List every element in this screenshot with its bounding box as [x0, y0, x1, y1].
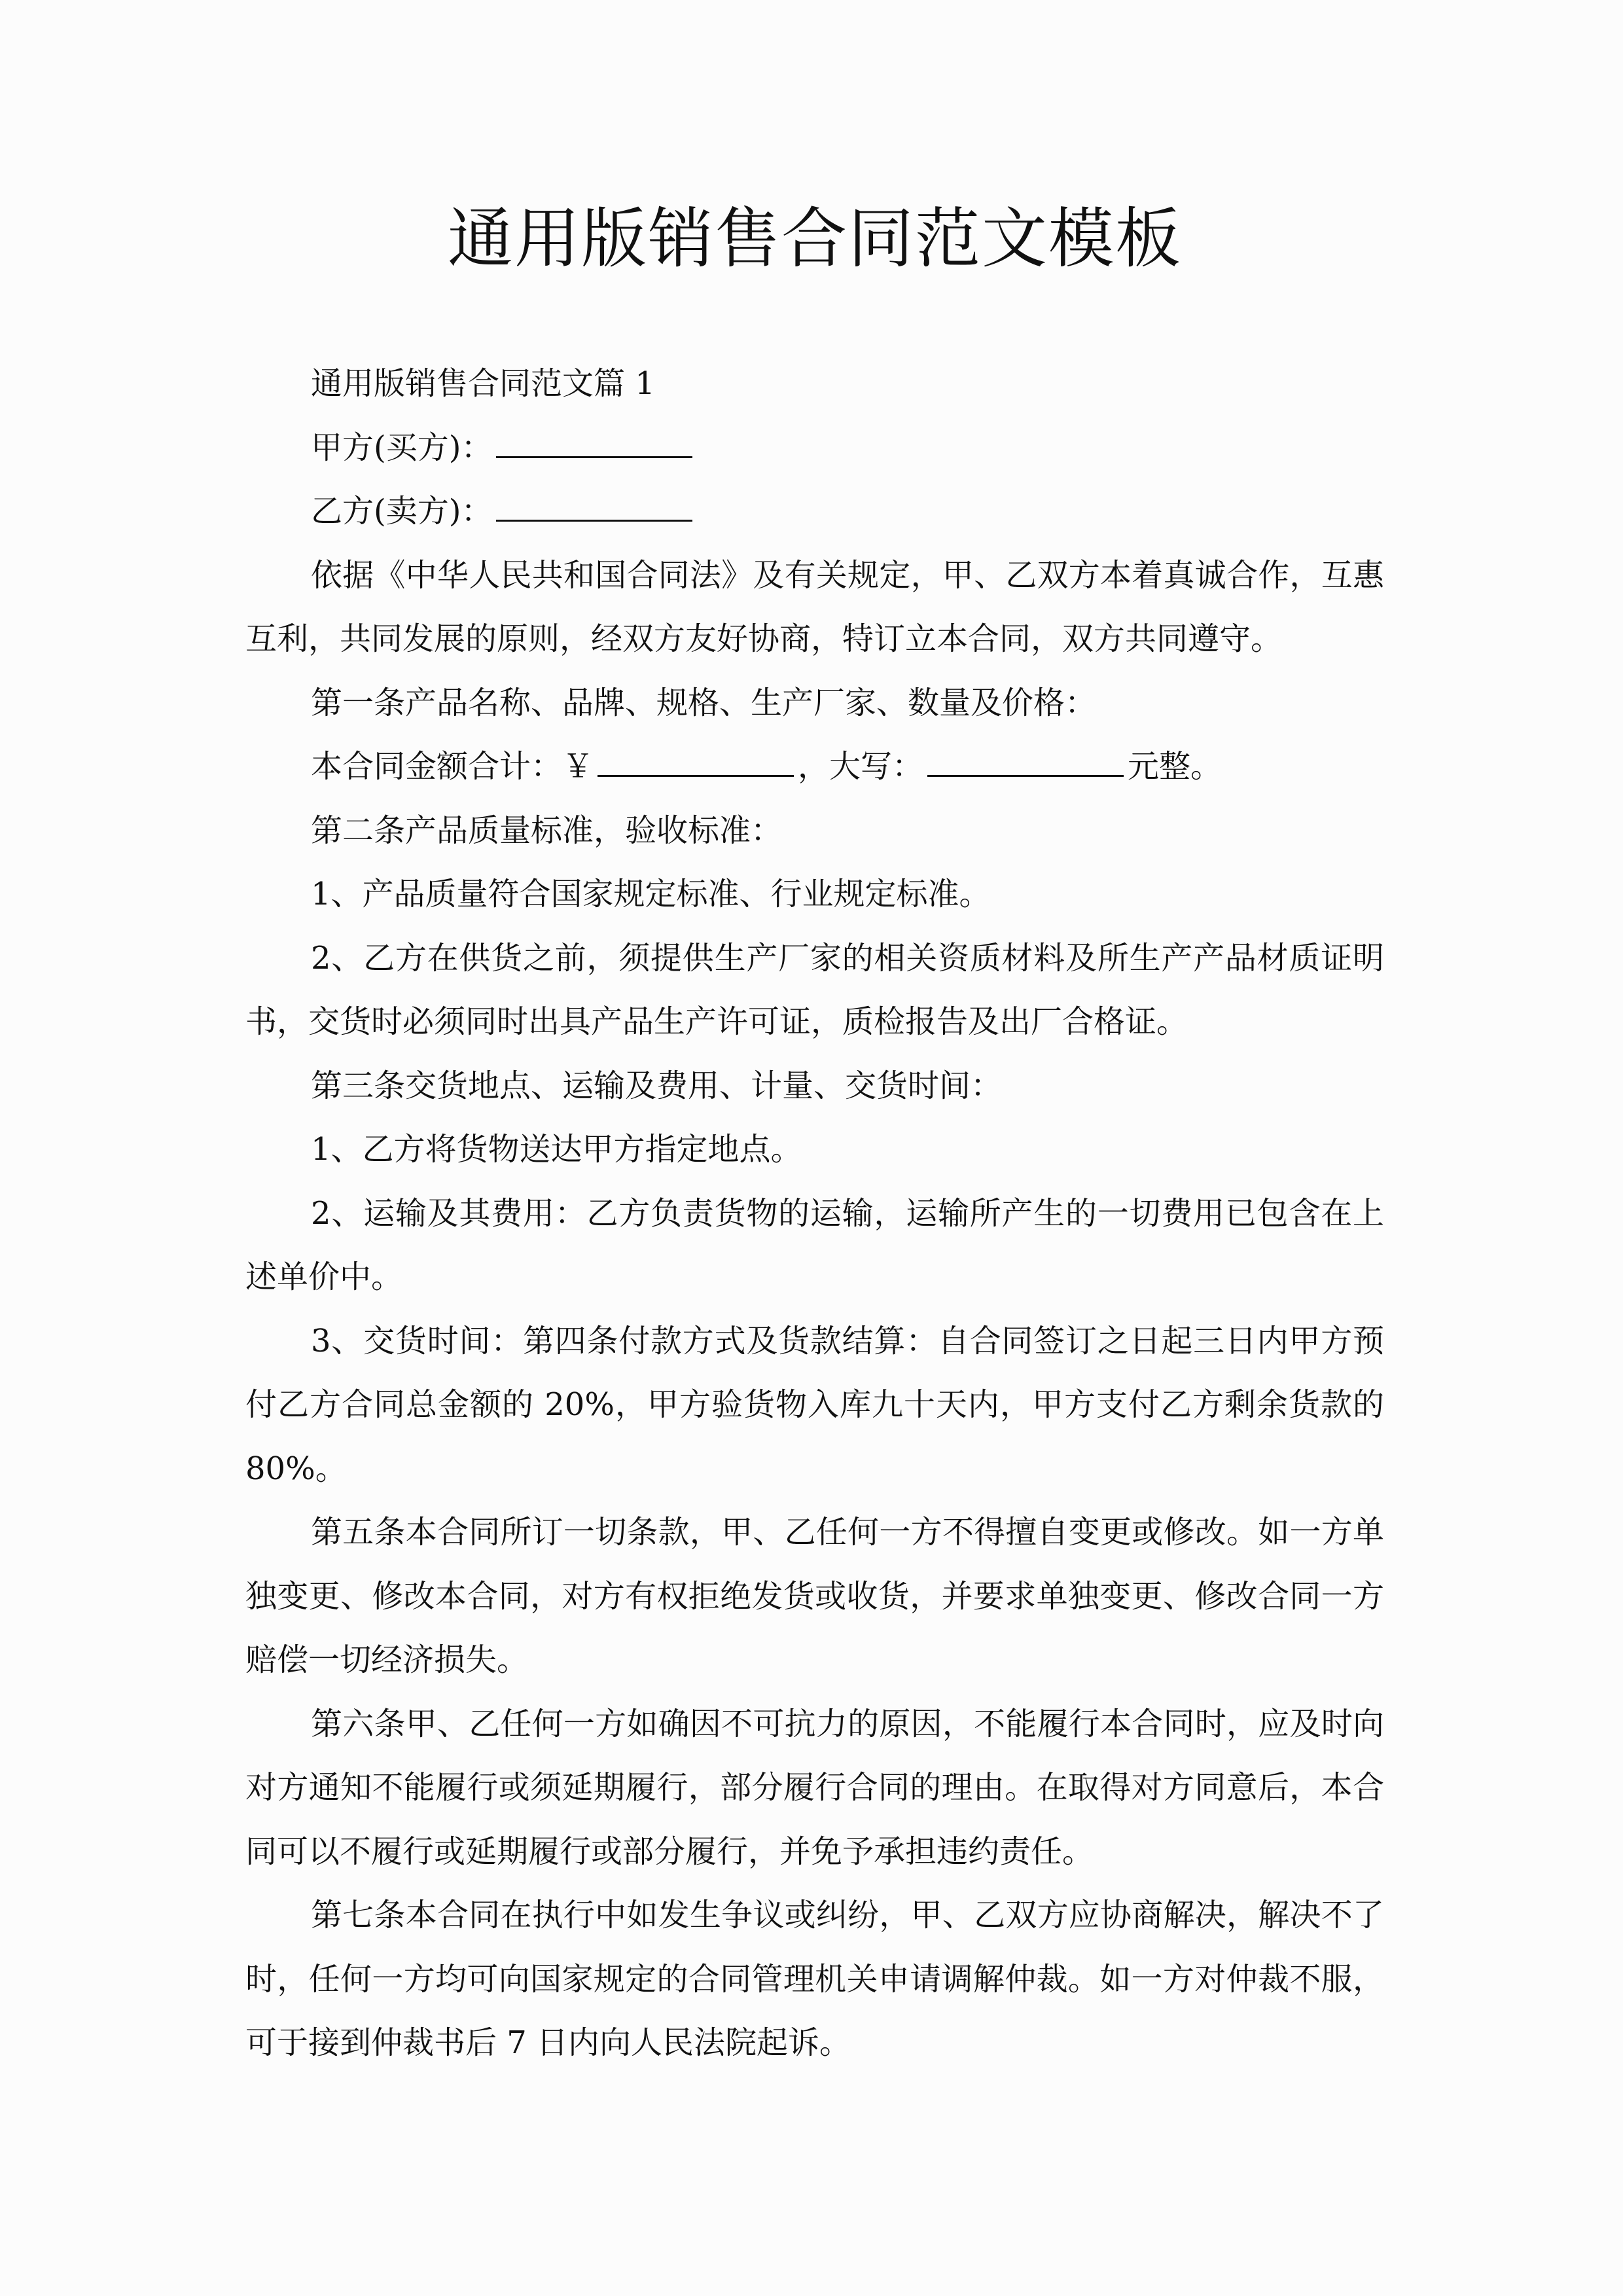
document-title: 通用版销售合同范文模板: [448, 200, 1182, 277]
party-a-line: [245, 416, 1384, 480]
amount-middle-label: ，大写：: [798, 748, 924, 785]
article-2-heading: 第二条产品质量标准，验收标准：: [311, 812, 783, 849]
party-b-line: [245, 480, 1384, 544]
section-heading: 通用版销售合同范文篇 1: [311, 365, 655, 402]
document-body: [245, 352, 1384, 2075]
article-3-heading: 第三条交货地点、运输及费用、计量、交货时间：: [311, 1067, 1003, 1104]
amount-suffix: 元整。: [1128, 748, 1222, 785]
party-a-label: 甲方(买方)：: [311, 429, 493, 466]
article-1-heading: 第一条产品名称、品牌、规格、生产厂家、数量及价格：: [311, 684, 1097, 721]
preamble-paragraph: 依据《中华人民共和国合同法》及有关规定，甲、乙双方本着真诚合作，互惠互利，共同发展的原则，经双方友好协商，特订立本合同，双方共同遵守。: [245, 556, 1384, 657]
article-7-paragraph: 第七条本合同在执行中如发生争议或纠纷，甲、乙双方应协商解决，解决不了时，任何一方均可向国家规定的合同管理机关申请调解仲裁。如一方对仲裁不服，可于接到仲裁书后 7 日内向人民法院起诉。: [245, 1897, 1384, 2061]
amount-prefix: 本合同金额合计：￥: [311, 748, 594, 785]
article-3-item: 3、交货时间：第四条付款方式及货款结算：自合同签订之日起三日内甲方预付乙方合同总金额的 20%，甲方验货物入库九十天内，甲方支付乙方剩余货款的 80%。: [245, 1322, 1384, 1487]
article-3-item: 1、乙方将货物送达甲方指定地点。: [311, 1131, 802, 1168]
party-b-blank-field[interactable]: [496, 490, 692, 522]
article-2-item: 1、产品质量符合国家规定标准、行业规定标准。: [311, 876, 991, 912]
article-3-item: 2、运输及其费用：乙方负责货物的运输，运输所产生的一切费用已包含在上述单价中。: [245, 1194, 1384, 1295]
article-5-paragraph: 第五条本合同所订一切条款，甲、乙任何一方不得擅自变更或修改。如一方单独变更、修改本合同，对方有权拒绝发货或收货，并要求单独变更、修改合同一方赔偿一切经济损失。: [245, 1514, 1384, 1678]
contract-amount-line: [245, 735, 1384, 799]
amount-number-blank-field[interactable]: [597, 745, 794, 777]
article-6-paragraph: 第六条甲、乙任何一方如确因不可抗力的原因，不能履行本合同时，应及时向对方通知不能履行或须延期履行，部分履行合同的理由。在取得对方同意后，本合同可以不履行或延期履行或部分履行，并免予承担违约责任。: [245, 1705, 1384, 1870]
article-2-item: 2、乙方在供货之前，须提供生产厂家的相关资质材料及所生产产品材质证明书，交货时必须同时出具产品生产许可证，质检报告及出厂合格证。: [245, 939, 1384, 1040]
amount-words-blank-field[interactable]: [927, 745, 1124, 777]
party-b-label: 乙方(卖方)：: [311, 493, 493, 529]
party-a-blank-field[interactable]: [496, 426, 692, 458]
